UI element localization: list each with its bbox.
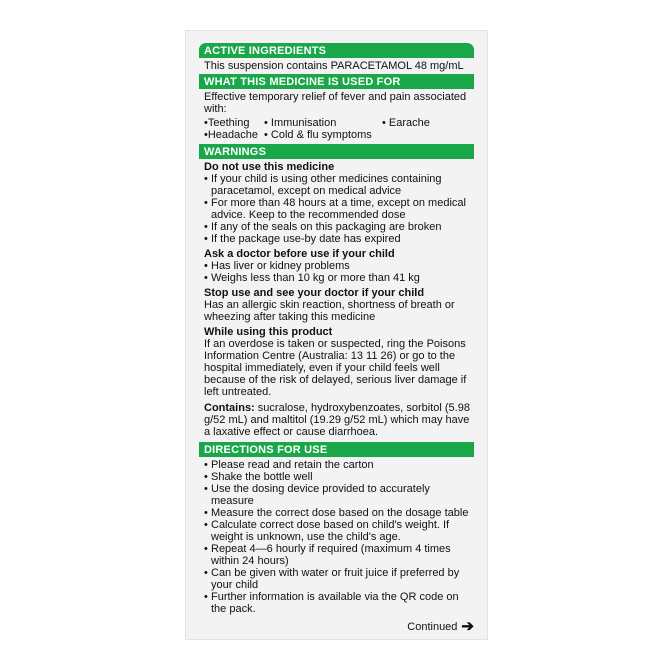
list-item: • Can be given with water or fruit juice if preferred by your child [204,567,474,591]
uses-intro: Effective temporary relief of fever and pain associated with: [204,91,467,115]
active-ingredients-header: ACTIVE INGREDIENTS [199,43,474,58]
list-item: • Measure the correct dose based on the dosage table [204,507,474,519]
list-item: • Use the dosing device provided to accurately measure [204,483,474,507]
medicine-info-panel [185,30,488,640]
uses-header: WHAT THIS MEDICINE IS USED FOR [199,74,474,89]
do-not-use-list [199,173,474,245]
stop-use-title: Stop use and see your doctor if your child [204,287,425,299]
contains-text: Contains: sucralose, hydroxybenzoates, sorbitol (5.98 g/52 mL) and maltitol (19.29 g/52 mL) which may have a laxative effect or cause diarrhoea. [204,402,470,438]
while-using-text: If an overdose is taken or suspected, ring the Poisons Information Centre (Australia: 13 11 26) or go to the hospital immediately, even if your child feels well because of the risk of delayed, serious liver damage if left untreated. [204,338,467,398]
list-item: • For more than 48 hours at a time, except on medical advice. Keep to the recommended dose [204,197,474,221]
list-item: • Please read and retain the carton [204,459,474,471]
list-item: •Teething [204,117,250,129]
list-item: • Immunisation [264,117,337,129]
list-item: • Repeat 4—6 hourly if required (maximum 4 times within 24 hours) [204,543,474,567]
arrow-right-icon: ➔ [461,618,474,635]
list-item: • Cold & flu symptoms [264,129,372,141]
uses-list [199,117,474,141]
ask-doctor-list [199,260,474,284]
do-not-use-title: Do not use this medicine [204,161,335,173]
list-item: • If the package use-by date has expired [204,233,474,245]
list-item: • If your child is using other medicines containing paracetamol, except on medical advice [204,173,474,197]
stop-use-text: Has an allergic skin reaction, shortness of breath or wheezing after taking this medicine [204,299,455,323]
list-item: •Headache [204,129,259,141]
list-item: • Calculate correct dose based on child's weight. If weight is unknown, use the child's age. [204,519,474,543]
list-item: • Earache [382,117,430,129]
warnings-header: WARNINGS [199,144,474,159]
while-using-title: While using this product [204,326,333,338]
active-ingredients-text: This suspension contains PARACETAMOL 48 mg/mL [204,60,464,72]
list-item: • Further information is available via the QR code on the pack. [204,591,474,615]
list-item: • Has liver or kidney problems [204,260,474,272]
list-item: • If any of the seals on this packaging are broken [204,221,474,233]
directions-list [199,459,474,615]
list-item: • Shake the bottle well [204,471,474,483]
list-item: • Weighs less than 10 kg or more than 41 kg [204,272,474,284]
directions-header: DIRECTIONS FOR USE [199,442,474,457]
continued-label: Continued ➔ [407,618,474,635]
ask-doctor-title: Ask a doctor before use if your child [204,248,395,260]
